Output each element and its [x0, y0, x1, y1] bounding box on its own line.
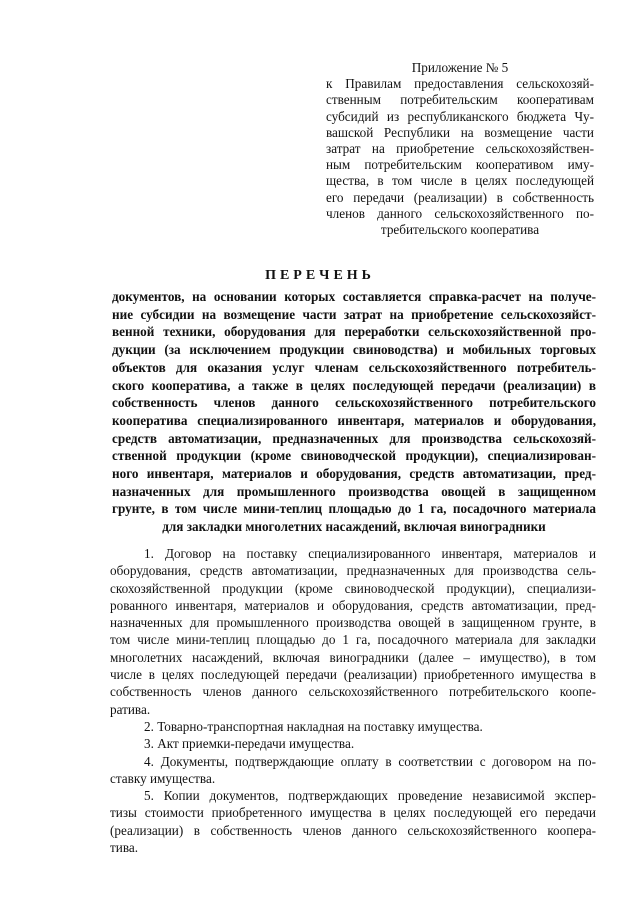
subtitle-line: ственной продукции (кроме свиноводческой продукции), специализирован- [112, 448, 596, 464]
body-line: собственность членов данного сельскохозяйственного потребительского коопе- [110, 684, 596, 700]
subtitle-line: для закладки многолетних насаждений, включая виноградники [162, 519, 546, 535]
appendix-line: субсидий из республиканского бюджета Чу- [326, 108, 594, 124]
body-line: 1. Договор на поставку специализированного инвентаря, материалов и [144, 546, 596, 561]
body-line: скохозяйственной продукции (кроме свиноводческой продукции), специализи- [110, 580, 596, 596]
subtitle-line: ние субсидии на возмещение части затрат на приобретение сельскохозяйст- [112, 306, 596, 322]
body-line: рованного инвентаря, материалов и оборудования, средств автоматизации, пред- [110, 597, 596, 613]
appendix-line: его передачи (реализации) в собственность [326, 189, 594, 205]
subtitle-line: объектов для оказания услуг членам сельскохозяйственного потребитель- [112, 359, 596, 375]
appendix-line: затрат на приобретение сельскохозяйствен- [326, 141, 594, 157]
body-line: назначенных для промышленного производства овощей в защищенном грунте, в [110, 615, 596, 631]
body-line: оборудования, средств автоматизации, предназначенных для производства сель- [110, 563, 596, 579]
body-line: числе в целях последующей передачи (реализации) приобретенного имущества в [110, 667, 596, 683]
appendix-line: членов данного сельскохозяйственного по- [326, 205, 594, 221]
body-line: ратива. [110, 701, 151, 717]
appendix-line: ным потребительским кооперативом иму- [326, 157, 594, 173]
subtitle-line: дукции (за исключением продукции свиноводства) и мобильных торговых [112, 342, 596, 358]
subtitle-line: документов, на основании которых составляется справка-расчет на получе- [112, 289, 596, 304]
subtitle-line: венной техники, оборудования для переработки сельскохозяйственной про- [112, 324, 596, 340]
appendix-line: щества, в том числе в целях последующей [326, 173, 594, 189]
body-line: том числе мини-теплиц площадью до 1 га, посадочного материала для закладки [110, 632, 596, 648]
appendix-line: к Правилам предоставления сельскохозяй- [326, 76, 594, 92]
body-line: ставку имущества. [110, 770, 216, 786]
body-line: 3. Акт приемки-передачи имущества. [144, 736, 355, 752]
subtitle-line: средств автоматизации, предназначенных для производства сельскохозяй- [112, 430, 596, 446]
body-line: 5. Копии документов, подтверждающих проведение независимой экспер- [144, 788, 596, 804]
subtitle-line: ского кооператива, а также в целях последующей передачи (реализации) в [112, 377, 596, 393]
subtitle-line: кооператива специализированного инвентаря, материалов и оборудования, [112, 412, 596, 428]
subtitle-line: назначенных для промышленного производства овощей в защищенном [112, 483, 596, 499]
body-line: 4. Документы, подтверждающие оплату в соответствии с договором на по- [144, 753, 596, 769]
subtitle-line: собственность членов данного сельскохозяйственного потребительского [112, 395, 596, 411]
subtitle-line: ного инвентаря, материалов и оборудования, средств автоматизации, пред- [112, 466, 596, 482]
document-heading: ПЕРЕЧЕНЬ [265, 268, 375, 283]
body-line: тизы стоимости приобретенного имущества в целях последующей его передачи [110, 805, 596, 821]
document-subtitle [112, 288, 596, 536]
appendix-block [326, 60, 594, 238]
appendix-line: ственным потребительским кооперативам [326, 92, 594, 108]
appendix-title: Приложение № 5 [411, 60, 509, 75]
body-line: 2. Товарно-транспортная накладная на поставку имущества. [144, 718, 483, 734]
body-line: тива. [110, 840, 139, 856]
appendix-line: вашской Республики на возмещение части [326, 124, 594, 140]
body-line: (реализации) в собственность членов данного сельскохозяйственного коопера- [110, 822, 596, 838]
subtitle-line: грунте, в том числе мини-теплиц площадью до 1 га, посадочного материала [112, 501, 596, 517]
body-line: многолетних насаждений, включая виноградники (далее – имущество), в том [110, 649, 596, 665]
appendix-line: требительского кооператива [380, 222, 540, 238]
document-body [110, 545, 596, 856]
